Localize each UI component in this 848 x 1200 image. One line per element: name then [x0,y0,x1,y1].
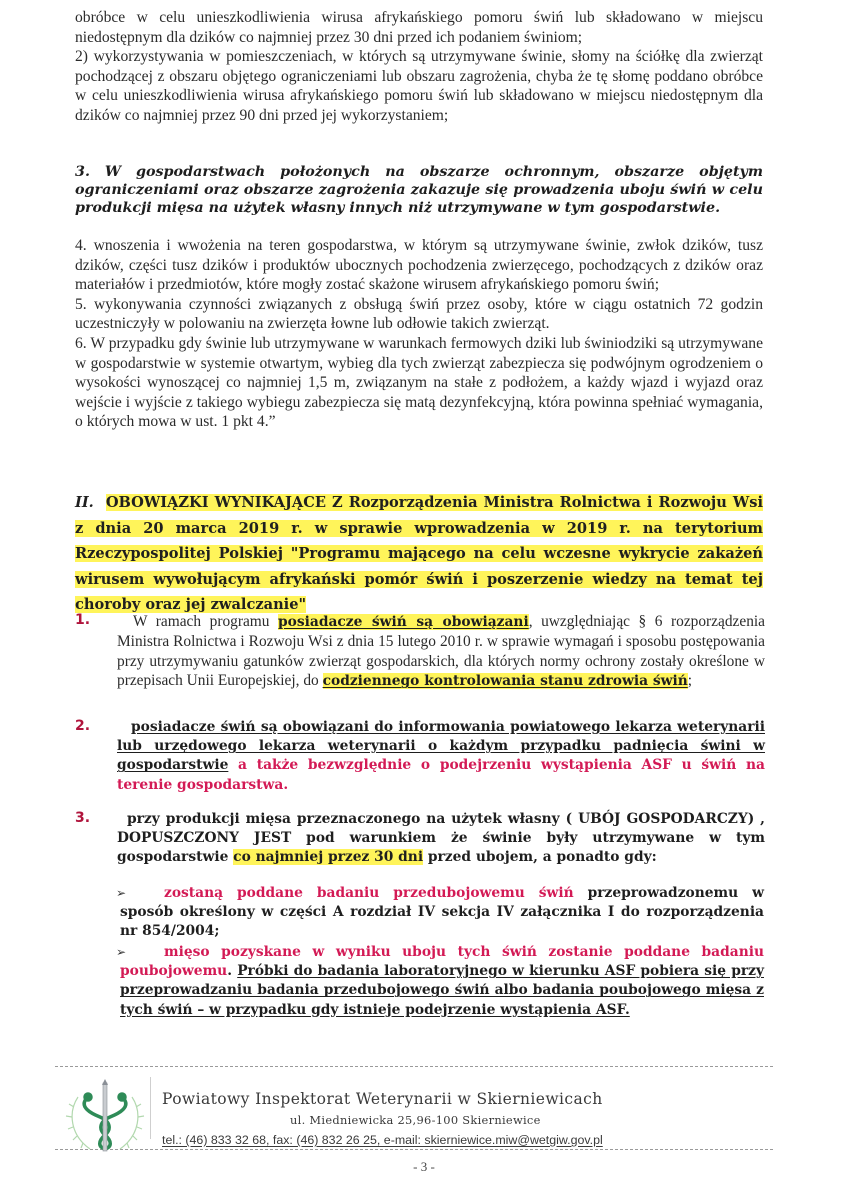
section-title: OBOWIĄZKI WYNIKAJĄCE Z Rozporządzenia Ministra Rolnictwa i Rozwoju Wsi z dnia 20 marca 2019 r. w sprawie wprowadzenia w 2019 r. na terytorium Rzeczypospolitej Polskiej "Programu mającego na celu wczesne wykrycie zakażeń wirusem wywołującym afrykański pomór świń i poszerzenie wiedzy na temat tej choroby oraz jej zwalczanie" [75,494,763,613]
text-run: przy produkcji mięsa przeznaczonego na użytek własny ( UBÓJ GOSPODARCZY) , DOPUSZCZONY JEST pod warunkiem że świnie były utrzymywane w tym gospodarstwie [117,811,765,866]
item-number: 3. [75,810,91,826]
point-5: 5. wykonywania czynności związanych z obsługą świń przez osoby, które w ciągu ostatnich 72 godzin uczestniczyły w polowaniu na zwierzęta łowne lub odłowie takich zwierząt. [75,295,763,333]
item-number: 1. [75,612,91,628]
footer-organization-name: Powiatowy Inspektorat Weterynarii w Skierniewicach [162,1090,603,1108]
page-number: - 3 - [413,1159,435,1174]
intro-paragraph [75,8,763,126]
bullet-item-1 [120,884,764,942]
intro-line-1: obróbce w celu unieszkodliwienia wirusa afrykańskiego pomoru świń lub składowano w miejscu niedostępnym dla dzików co najmniej przez 30 dni przed ich podaniem świniom; [75,9,763,46]
item-text [117,718,765,795]
red-emphasis-text: a także bezwzględnie o podejrzeniu wystąpienia ASF u świń na terenie gospodarstwa. [117,757,765,793]
point-4: 4. wnoszenia i wwożenia na teren gospodarstwa, w którym są utrzymywane świnie, zwłok dzików, tusz dzików, części tusz dzików i produktów ubocznych pochodzenia zwierzęcego, pochodzących z dzików oraz materiałów i przedmiotów, które mogły zostać skażone wirusem afrykańskiego pomoru świń; [75,237,763,294]
item-text [117,612,765,692]
point-6: 6. W przypadku gdy świnie lub utrzymywane w warunkach fermowych dziki lub świniodziki są utrzymywane w gospodarstwie w systemie otwartym, wybieg dla tych zwierząt zabezpiecza się podwójnym ogrodzeniem o wysokości wynoszącej co najmniej 1,5 m, związanym na stałe z podłożem, a każdy wjazd i wyjazd oraz wejście i wyjście z takiego wybiegu zabezpiecza się matą dezynfekcyjną, która powinna spełniać wymagania, o których mowa w ust. 1 pkt 4.” [75,334,763,431]
text-run: ; [687,672,693,690]
arrow-bullet-icon: ➢ [116,886,127,900]
section-2-item-3 [75,810,765,868]
section-2-heading [75,490,763,618]
caduceus-wreath-icon [64,1077,146,1157]
section-2-item-1 [75,612,765,692]
footer-top-divider [55,1066,773,1067]
red-emphasis-text: mięso pozyskane w wyniku uboju tych świń zostanie poddane badaniu poubojowemu [120,944,764,980]
section-2-item-2 [75,718,765,795]
highlighted-text: posiadacze świń są obowiązani [278,614,529,630]
highlighted-text: codziennego kontrolowania stanu zdrowia świń [322,673,688,690]
footer-vertical-divider [150,1077,151,1139]
footer-contact-line: tel.: (46) 833 32 68, fax: (46) 832 26 25, e-mail: skierniewice.miw@wetgiw.gov.pl [162,1133,603,1147]
text-run: . [227,963,238,980]
text-run: przed ubojem, a ponadto gdy: [423,849,657,866]
item-text [117,810,765,868]
points-4-6 [75,236,763,432]
intro-point-2: 2) wykorzystywania w pomieszczeniach, w których są utrzymywane świnie, słomy na ściółkę dla zwierząt pochodzącej z obszaru objętego ograniczeniami lub obszaru zagrożenia, chyba że tę słomę poddano obróbce w celu unieszkodliwienia wirusa afrykańskiego pomoru świń lub składowano w miejscu niedostępnym dla dzików co najmniej przez 90 dni przed jej wykorzystaniem; [75,48,763,124]
highlighted-text: co najmniej przez 30 dni [233,849,424,866]
text-run: przeprowadzonemu w sposób określony w części A rozdział IV sekcja IV załącznika I do rozporządzenia nr 854/2004; [120,885,764,940]
underlined-text: posiadacze świń są obowiązani do informowania powiatowego lekarza weterynarii lub urzędowego lekarza weterynarii o każdym przypadku padnięcia świni w gospodarstwie [117,719,765,774]
item-number: 2. [75,718,91,734]
red-emphasis-text: zostaną poddane badaniu przedubojowemu świń [164,885,574,901]
text-run: , uwzględniając § 6 rozporządzenia Ministra Rolnictwa i Rozwoju Wsi z dnia 15 lutego 2010 r. w sprawie wymagań i sposobu postępowania przy utrzymywaniu gatunków zwierząt gospodarskich, dla których normy ochrony zostały określone w przepisach Unii Europejskiej, do [117,613,765,690]
text-run: W ramach programu [133,613,279,630]
footer-bottom-divider [55,1149,773,1150]
footer-address: ul. Miedniewicka 25,96-100 Skierniewice [290,1113,541,1127]
arrow-bullet-icon: ➢ [116,945,127,959]
point-3-bold: 3. W gospodarstwach położonych na obszarze ochronnym, obszarze objętym ograniczeniami oraz obszarze zagrożenia zakazuje się prowadzenia uboju świń w celu produkcji mięsa na użytek własny innych niż utrzymywane w tym gospodarstwie. [75,164,763,216]
bullet-item-2 [120,943,764,1020]
section-number: II. [75,494,94,511]
underlined-text: Próbki do badania laboratoryjnego w kierunku ASF pobiera się przy przeprowadzaniu badania przedubojowego świń albo badania poubojowego mięsa z tych świń – w przypadku gdy istnieje podejrzenie wystąpienia ASF. [120,963,764,1018]
